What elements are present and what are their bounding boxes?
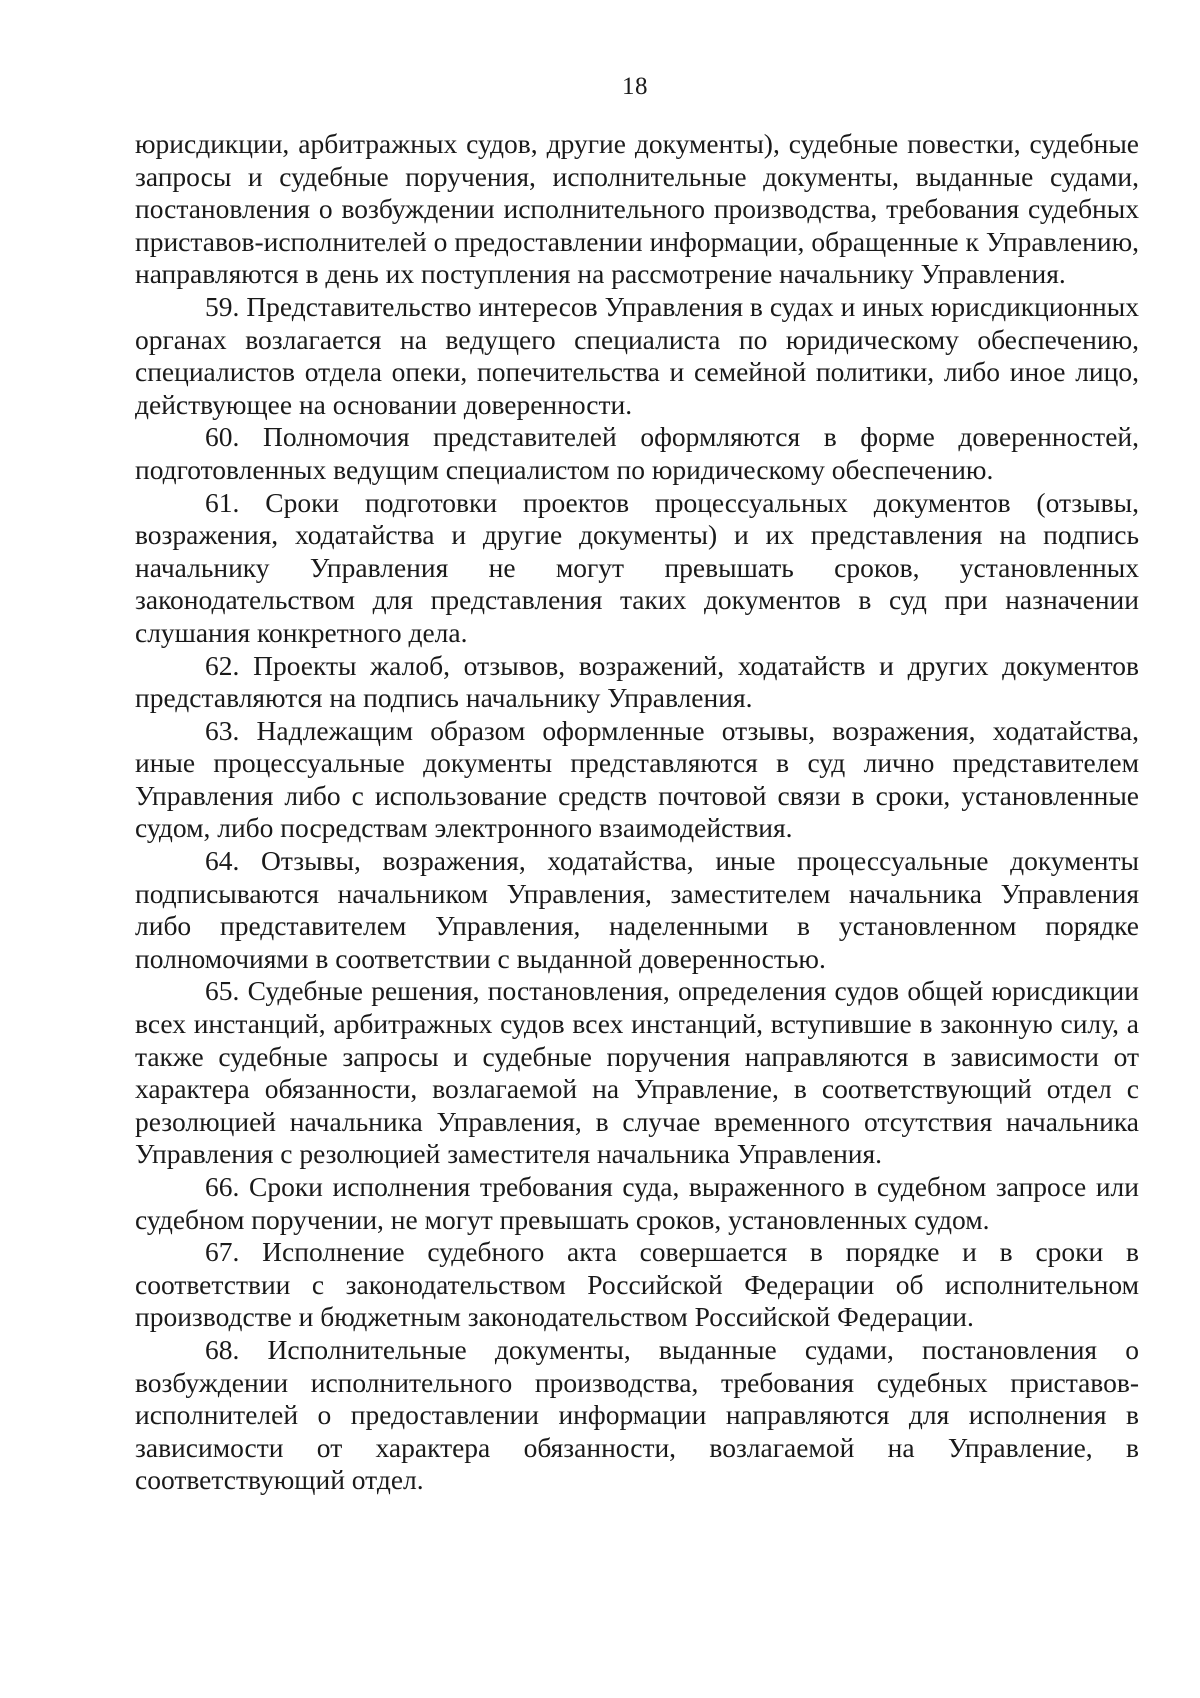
paragraph-64: 64. Отзывы, возражения, ходатайства, иные процессуальные документы подписываются начальником Управления, заместителем начальника Управления либо представителем Управления, наделенными в установленном порядке полномочиями в соответствии с выданной доверенностью. bbox=[135, 845, 1139, 974]
paragraph-68: 68. Исполнительные документы, выданные судами, постановления о возбуждении исполнительного производства, требования судебных приставов-исполнителей о предоставлении информации направляются для исполнения в зависимости от характера обязанности, возлагаемой на Управление, в соответствующий отдел. bbox=[135, 1333, 1139, 1496]
paragraph-continuation: юрисдикции, арбитражных судов, другие документы), судебные повестки, судебные запросы и судебные поручения, исполнительные документы, выданные судами, постановления о возбуждении исполнительного производства, требования судебных приставов-исполнителей о предоставлении информации, обращенные к Управлению, направляются в день их поступления на рассмотрение начальнику Управления. bbox=[135, 128, 1139, 290]
paragraph-62: 62. Проекты жалоб, отзывов, возражений, ходатайств и других документов представляются на подпись начальнику Управления. bbox=[135, 649, 1139, 714]
paragraph-63: 63. Надлежащим образом оформленные отзывы, возражения, ходатайства, иные процессуальные документы представляются в суд лично представителем Управления либо с использование средств почтовой связи в сроки, установленные судом, либо посредствам электронного взаимодействия. bbox=[135, 714, 1139, 844]
paragraph-66: 66. Сроки исполнения требования суда, выраженного в судебном запросе или судебном поручении, не могут превышать сроков, установленных судом. bbox=[135, 1171, 1139, 1235]
paragraph-65: 65. Судебные решения, постановления, определения судов общей юрисдикции всех инстанций, арбитражных судов всех инстанций, вступившие в законную силу, а также судебные запросы и судебные поручения направляются в зависимости от характера обязанности, возлагаемой на Управление, в соответствующий отдел с резолюцией начальника Управления, в случае временного отсутствия начальника Управления с резолюцией заместителя начальника Управления. bbox=[135, 975, 1139, 1170]
paragraph-59: 59. Представительство интересов Управления в судах и иных юрисдикционных органах возлагается на ведущего специалиста по юридическому обеспечению, специалистов отдела опеки, попечительства и семейной политики, либо иное лицо, действующее на основании доверенности. bbox=[135, 290, 1139, 420]
paragraph-67: 67. Исполнение судебного акта совершается в порядке и в сроки в соответствии с законодательством Российской Федерации об исполнительном производстве и бюджетным законодательством Российской Федерации. bbox=[135, 1236, 1139, 1333]
document-body bbox=[135, 128, 1139, 1497]
paragraph-61: 61. Сроки подготовки проектов процессуальных документов (отзывы, возражения, ходатайства и другие документы) и их представления на подпись начальнику Управления не могут превышать сроков, установленных законодательством для представления таких документов в суд при назначении слушания конкретного дела. bbox=[135, 486, 1139, 648]
page-number: 18 bbox=[622, 73, 648, 100]
paragraph-60: 60. Полномочия представителей оформляются в форме доверенностей, подготовленных ведущим специалистом по юридическому обеспечению. bbox=[135, 421, 1139, 485]
